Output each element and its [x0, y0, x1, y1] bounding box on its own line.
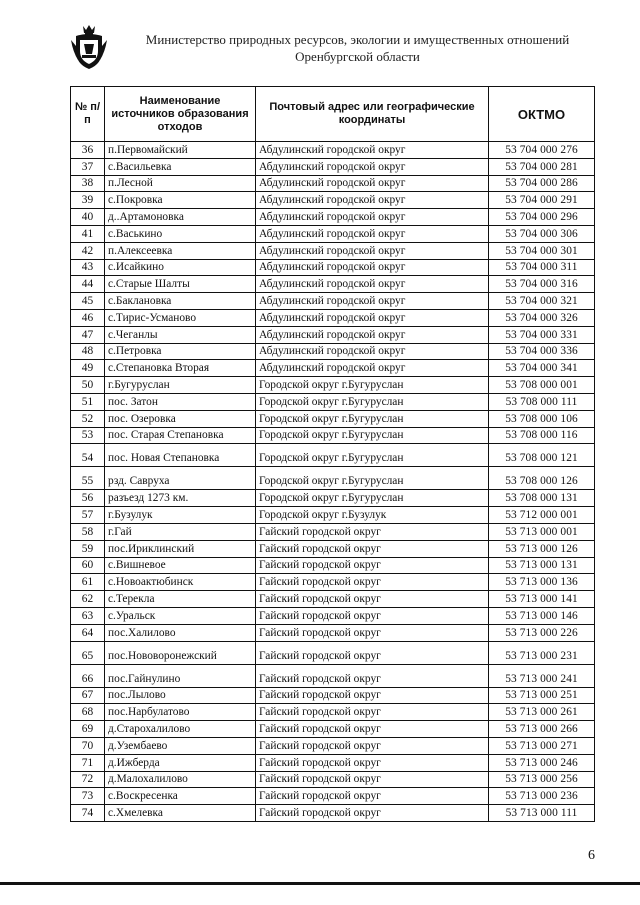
table-body	[71, 142, 595, 822]
source-name: с.Васильевка	[105, 158, 256, 175]
oktmo-code: 53 713 000 241	[489, 664, 595, 687]
row-number: 61	[71, 574, 105, 591]
source-name: с.Хмелевка	[105, 805, 256, 822]
table-row	[71, 276, 595, 293]
source-name: с.Старые Шалты	[105, 276, 256, 293]
source-name: с.Терекла	[105, 591, 256, 608]
source-name: г.Гай	[105, 523, 256, 540]
row-number: 64	[71, 624, 105, 641]
row-number: 58	[71, 523, 105, 540]
row-number: 49	[71, 360, 105, 377]
oktmo-code: 53 713 000 136	[489, 574, 595, 591]
address: Гайский городской округ	[256, 771, 489, 788]
address: Абдулинский городской округ	[256, 259, 489, 276]
row-number: 73	[71, 788, 105, 805]
col-header-source-name: Наименование источников образования отходов	[105, 87, 256, 142]
table-row	[71, 721, 595, 738]
row-number: 48	[71, 343, 105, 360]
address: Гайский городской округ	[256, 687, 489, 704]
oktmo-code: 53 704 000 321	[489, 293, 595, 310]
address: Абдулинский городской округ	[256, 225, 489, 242]
address: Гайский городской округ	[256, 624, 489, 641]
source-name: с.Баклановка	[105, 293, 256, 310]
table-row	[71, 293, 595, 310]
source-name: рзд. Савруха	[105, 467, 256, 490]
source-name: с.Покровка	[105, 192, 256, 209]
address: Гайский городской округ	[256, 540, 489, 557]
table-row	[71, 444, 595, 467]
bottom-rule	[0, 882, 640, 885]
row-number: 39	[71, 192, 105, 209]
oktmo-code: 53 704 000 291	[489, 192, 595, 209]
oktmo-code: 53 704 000 296	[489, 209, 595, 226]
row-number: 40	[71, 209, 105, 226]
oktmo-code: 53 713 000 146	[489, 607, 595, 624]
oktmo-code: 53 713 000 231	[489, 641, 595, 664]
row-number: 41	[71, 225, 105, 242]
row-number: 66	[71, 664, 105, 687]
address: Абдулинский городской округ	[256, 293, 489, 310]
table-row	[71, 664, 595, 687]
row-number: 50	[71, 377, 105, 394]
source-name: п.Лесной	[105, 175, 256, 192]
oktmo-code: 53 704 000 306	[489, 225, 595, 242]
source-name: д.Старохалилово	[105, 721, 256, 738]
source-name: пос.Нарбулатово	[105, 704, 256, 721]
source-name: с.Уральск	[105, 607, 256, 624]
address: Абдулинский городской округ	[256, 326, 489, 343]
source-name: разъезд 1273 км.	[105, 490, 256, 507]
oktmo-code: 53 704 000 301	[489, 242, 595, 259]
coat-of-arms-icon	[70, 24, 108, 70]
oktmo-code: 53 704 000 331	[489, 326, 595, 343]
row-number: 60	[71, 557, 105, 574]
source-name: п.Первомайский	[105, 142, 256, 159]
source-name: пос. Старая Степановка	[105, 427, 256, 444]
row-number: 63	[71, 607, 105, 624]
address: Абдулинский городской округ	[256, 158, 489, 175]
source-name: с.Тирис-Усманово	[105, 309, 256, 326]
row-number: 37	[71, 158, 105, 175]
address: Городской округ г.Бугуруслан	[256, 467, 489, 490]
table-row	[71, 704, 595, 721]
oktmo-code: 53 704 000 341	[489, 360, 595, 377]
oktmo-code: 53 704 000 281	[489, 158, 595, 175]
table-row	[71, 410, 595, 427]
address: Гайский городской округ	[256, 704, 489, 721]
table-row	[71, 175, 595, 192]
table-row	[71, 259, 595, 276]
address: Абдулинский городской округ	[256, 192, 489, 209]
address: Гайский городской округ	[256, 664, 489, 687]
table-row	[71, 687, 595, 704]
table-row	[71, 771, 595, 788]
source-name: с.Воскресенка	[105, 788, 256, 805]
header-line-2: Оренбургской области	[295, 49, 420, 64]
source-name: с.Вишневое	[105, 557, 256, 574]
oktmo-code: 53 713 000 131	[489, 557, 595, 574]
address: Абдулинский городской округ	[256, 175, 489, 192]
address: Абдулинский городской округ	[256, 309, 489, 326]
row-number: 70	[71, 737, 105, 754]
row-number: 74	[71, 805, 105, 822]
oktmo-code: 53 708 000 116	[489, 427, 595, 444]
row-number: 55	[71, 467, 105, 490]
ministry-header	[120, 31, 595, 65]
row-number: 44	[71, 276, 105, 293]
source-name: д..Артамоновка	[105, 209, 256, 226]
table-row	[71, 788, 595, 805]
source-name: г.Бузулук	[105, 507, 256, 524]
source-name: пос. Новая Степановка	[105, 444, 256, 467]
source-name: с.Исайкино	[105, 259, 256, 276]
address: Гайский городской округ	[256, 523, 489, 540]
source-name: с.Новоактюбинск	[105, 574, 256, 591]
table-row	[71, 326, 595, 343]
oktmo-code: 53 704 000 316	[489, 276, 595, 293]
row-number: 65	[71, 641, 105, 664]
address: Абдулинский городской округ	[256, 276, 489, 293]
address: Гайский городской округ	[256, 805, 489, 822]
address: Городской округ г.Бугуруслан	[256, 444, 489, 467]
address: Гайский городской округ	[256, 641, 489, 664]
source-name: пос.Гайнулино	[105, 664, 256, 687]
address: Абдулинский городской округ	[256, 209, 489, 226]
col-header-number: № п/п	[71, 87, 105, 142]
source-name: г.Бугуруслан	[105, 377, 256, 394]
source-name: с.Васькино	[105, 225, 256, 242]
row-number: 69	[71, 721, 105, 738]
address: Городской округ г.Бузулук	[256, 507, 489, 524]
row-number: 72	[71, 771, 105, 788]
table-row	[71, 142, 595, 159]
row-number: 59	[71, 540, 105, 557]
address: Гайский городской округ	[256, 737, 489, 754]
row-number: 62	[71, 591, 105, 608]
source-name: д.Узембаево	[105, 737, 256, 754]
col-header-oktmo: ОКТМО	[489, 87, 595, 142]
address: Гайский городской округ	[256, 754, 489, 771]
row-number: 53	[71, 427, 105, 444]
oktmo-code: 53 708 000 121	[489, 444, 595, 467]
table-row	[71, 309, 595, 326]
oktmo-code: 53 713 000 141	[489, 591, 595, 608]
row-number: 43	[71, 259, 105, 276]
address: Городской округ г.Бугуруслан	[256, 393, 489, 410]
address: Гайский городской округ	[256, 788, 489, 805]
oktmo-code: 53 713 000 226	[489, 624, 595, 641]
table-row	[71, 158, 595, 175]
oktmo-code: 53 708 000 131	[489, 490, 595, 507]
table-row	[71, 754, 595, 771]
table-row	[71, 360, 595, 377]
address: Гайский городской округ	[256, 607, 489, 624]
row-number: 51	[71, 393, 105, 410]
row-number: 42	[71, 242, 105, 259]
row-number: 46	[71, 309, 105, 326]
table-row	[71, 523, 595, 540]
table-row	[71, 591, 595, 608]
oktmo-code: 53 704 000 286	[489, 175, 595, 192]
row-number: 45	[71, 293, 105, 310]
source-name: пос. Затон	[105, 393, 256, 410]
row-number: 71	[71, 754, 105, 771]
source-name: с.Чеганлы	[105, 326, 256, 343]
table-row	[71, 490, 595, 507]
table-row	[71, 192, 595, 209]
oktmo-code: 53 708 000 126	[489, 467, 595, 490]
oktmo-code: 53 713 000 126	[489, 540, 595, 557]
table-row	[71, 225, 595, 242]
table-row	[71, 805, 595, 822]
source-name: д.Малохалилово	[105, 771, 256, 788]
source-name: пос.Халилово	[105, 624, 256, 641]
address: Городской округ г.Бугуруслан	[256, 377, 489, 394]
oktmo-code: 53 713 000 251	[489, 687, 595, 704]
header-line-1: Министерство природных ресурсов, экологии и имущественных отношений	[145, 32, 570, 47]
oktmo-code: 53 713 000 246	[489, 754, 595, 771]
table-row	[71, 737, 595, 754]
table-row	[71, 641, 595, 664]
table-row	[71, 507, 595, 524]
oktmo-code: 53 708 000 111	[489, 393, 595, 410]
table-row	[71, 624, 595, 641]
row-number: 67	[71, 687, 105, 704]
address: Городской округ г.Бугуруслан	[256, 410, 489, 427]
row-number: 56	[71, 490, 105, 507]
row-number: 38	[71, 175, 105, 192]
table-row	[71, 467, 595, 490]
address: Гайский городской округ	[256, 721, 489, 738]
oktmo-code: 53 704 000 326	[489, 309, 595, 326]
oktmo-code: 53 708 000 106	[489, 410, 595, 427]
row-number: 57	[71, 507, 105, 524]
oktmo-code: 53 713 000 111	[489, 805, 595, 822]
oktmo-code: 53 713 000 256	[489, 771, 595, 788]
oktmo-code: 53 704 000 276	[489, 142, 595, 159]
source-name: п.Алексеевка	[105, 242, 256, 259]
waste-sources-table	[70, 86, 595, 822]
row-number: 47	[71, 326, 105, 343]
oktmo-code: 53 713 000 001	[489, 523, 595, 540]
address: Городской округ г.Бугуруслан	[256, 490, 489, 507]
table-row	[71, 209, 595, 226]
oktmo-code: 53 704 000 311	[489, 259, 595, 276]
oktmo-code: 53 704 000 336	[489, 343, 595, 360]
oktmo-code: 53 713 000 261	[489, 704, 595, 721]
source-name: пос.Лылово	[105, 687, 256, 704]
address: Гайский городской округ	[256, 557, 489, 574]
source-name: с.Петровка	[105, 343, 256, 360]
table-row	[71, 242, 595, 259]
table-row	[71, 393, 595, 410]
oktmo-code: 53 708 000 001	[489, 377, 595, 394]
address: Городской округ г.Бугуруслан	[256, 427, 489, 444]
row-number: 68	[71, 704, 105, 721]
row-number: 54	[71, 444, 105, 467]
address: Абдулинский городской округ	[256, 242, 489, 259]
table-header-row	[71, 87, 595, 142]
oktmo-code: 53 712 000 001	[489, 507, 595, 524]
source-name: пос.Нововоронежский	[105, 641, 256, 664]
oktmo-code: 53 713 000 266	[489, 721, 595, 738]
table-row	[71, 607, 595, 624]
page-number: 6	[588, 848, 595, 863]
col-header-address: Почтовый адрес или географические координаты	[256, 87, 489, 142]
oktmo-code: 53 713 000 271	[489, 737, 595, 754]
address: Абдулинский городской округ	[256, 142, 489, 159]
source-name: пос. Озеровка	[105, 410, 256, 427]
table-row	[71, 377, 595, 394]
table-row	[71, 574, 595, 591]
address: Абдулинский городской округ	[256, 360, 489, 377]
source-name: пос.Ириклинский	[105, 540, 256, 557]
address: Гайский городской округ	[256, 574, 489, 591]
oktmo-code: 53 713 000 236	[489, 788, 595, 805]
table-row	[71, 557, 595, 574]
table-row	[71, 540, 595, 557]
row-number: 36	[71, 142, 105, 159]
source-name: с.Степановка Вторая	[105, 360, 256, 377]
table-row	[71, 427, 595, 444]
table-row	[71, 343, 595, 360]
source-name: д.Ижберда	[105, 754, 256, 771]
row-number: 52	[71, 410, 105, 427]
address: Гайский городской округ	[256, 591, 489, 608]
address: Абдулинский городской округ	[256, 343, 489, 360]
